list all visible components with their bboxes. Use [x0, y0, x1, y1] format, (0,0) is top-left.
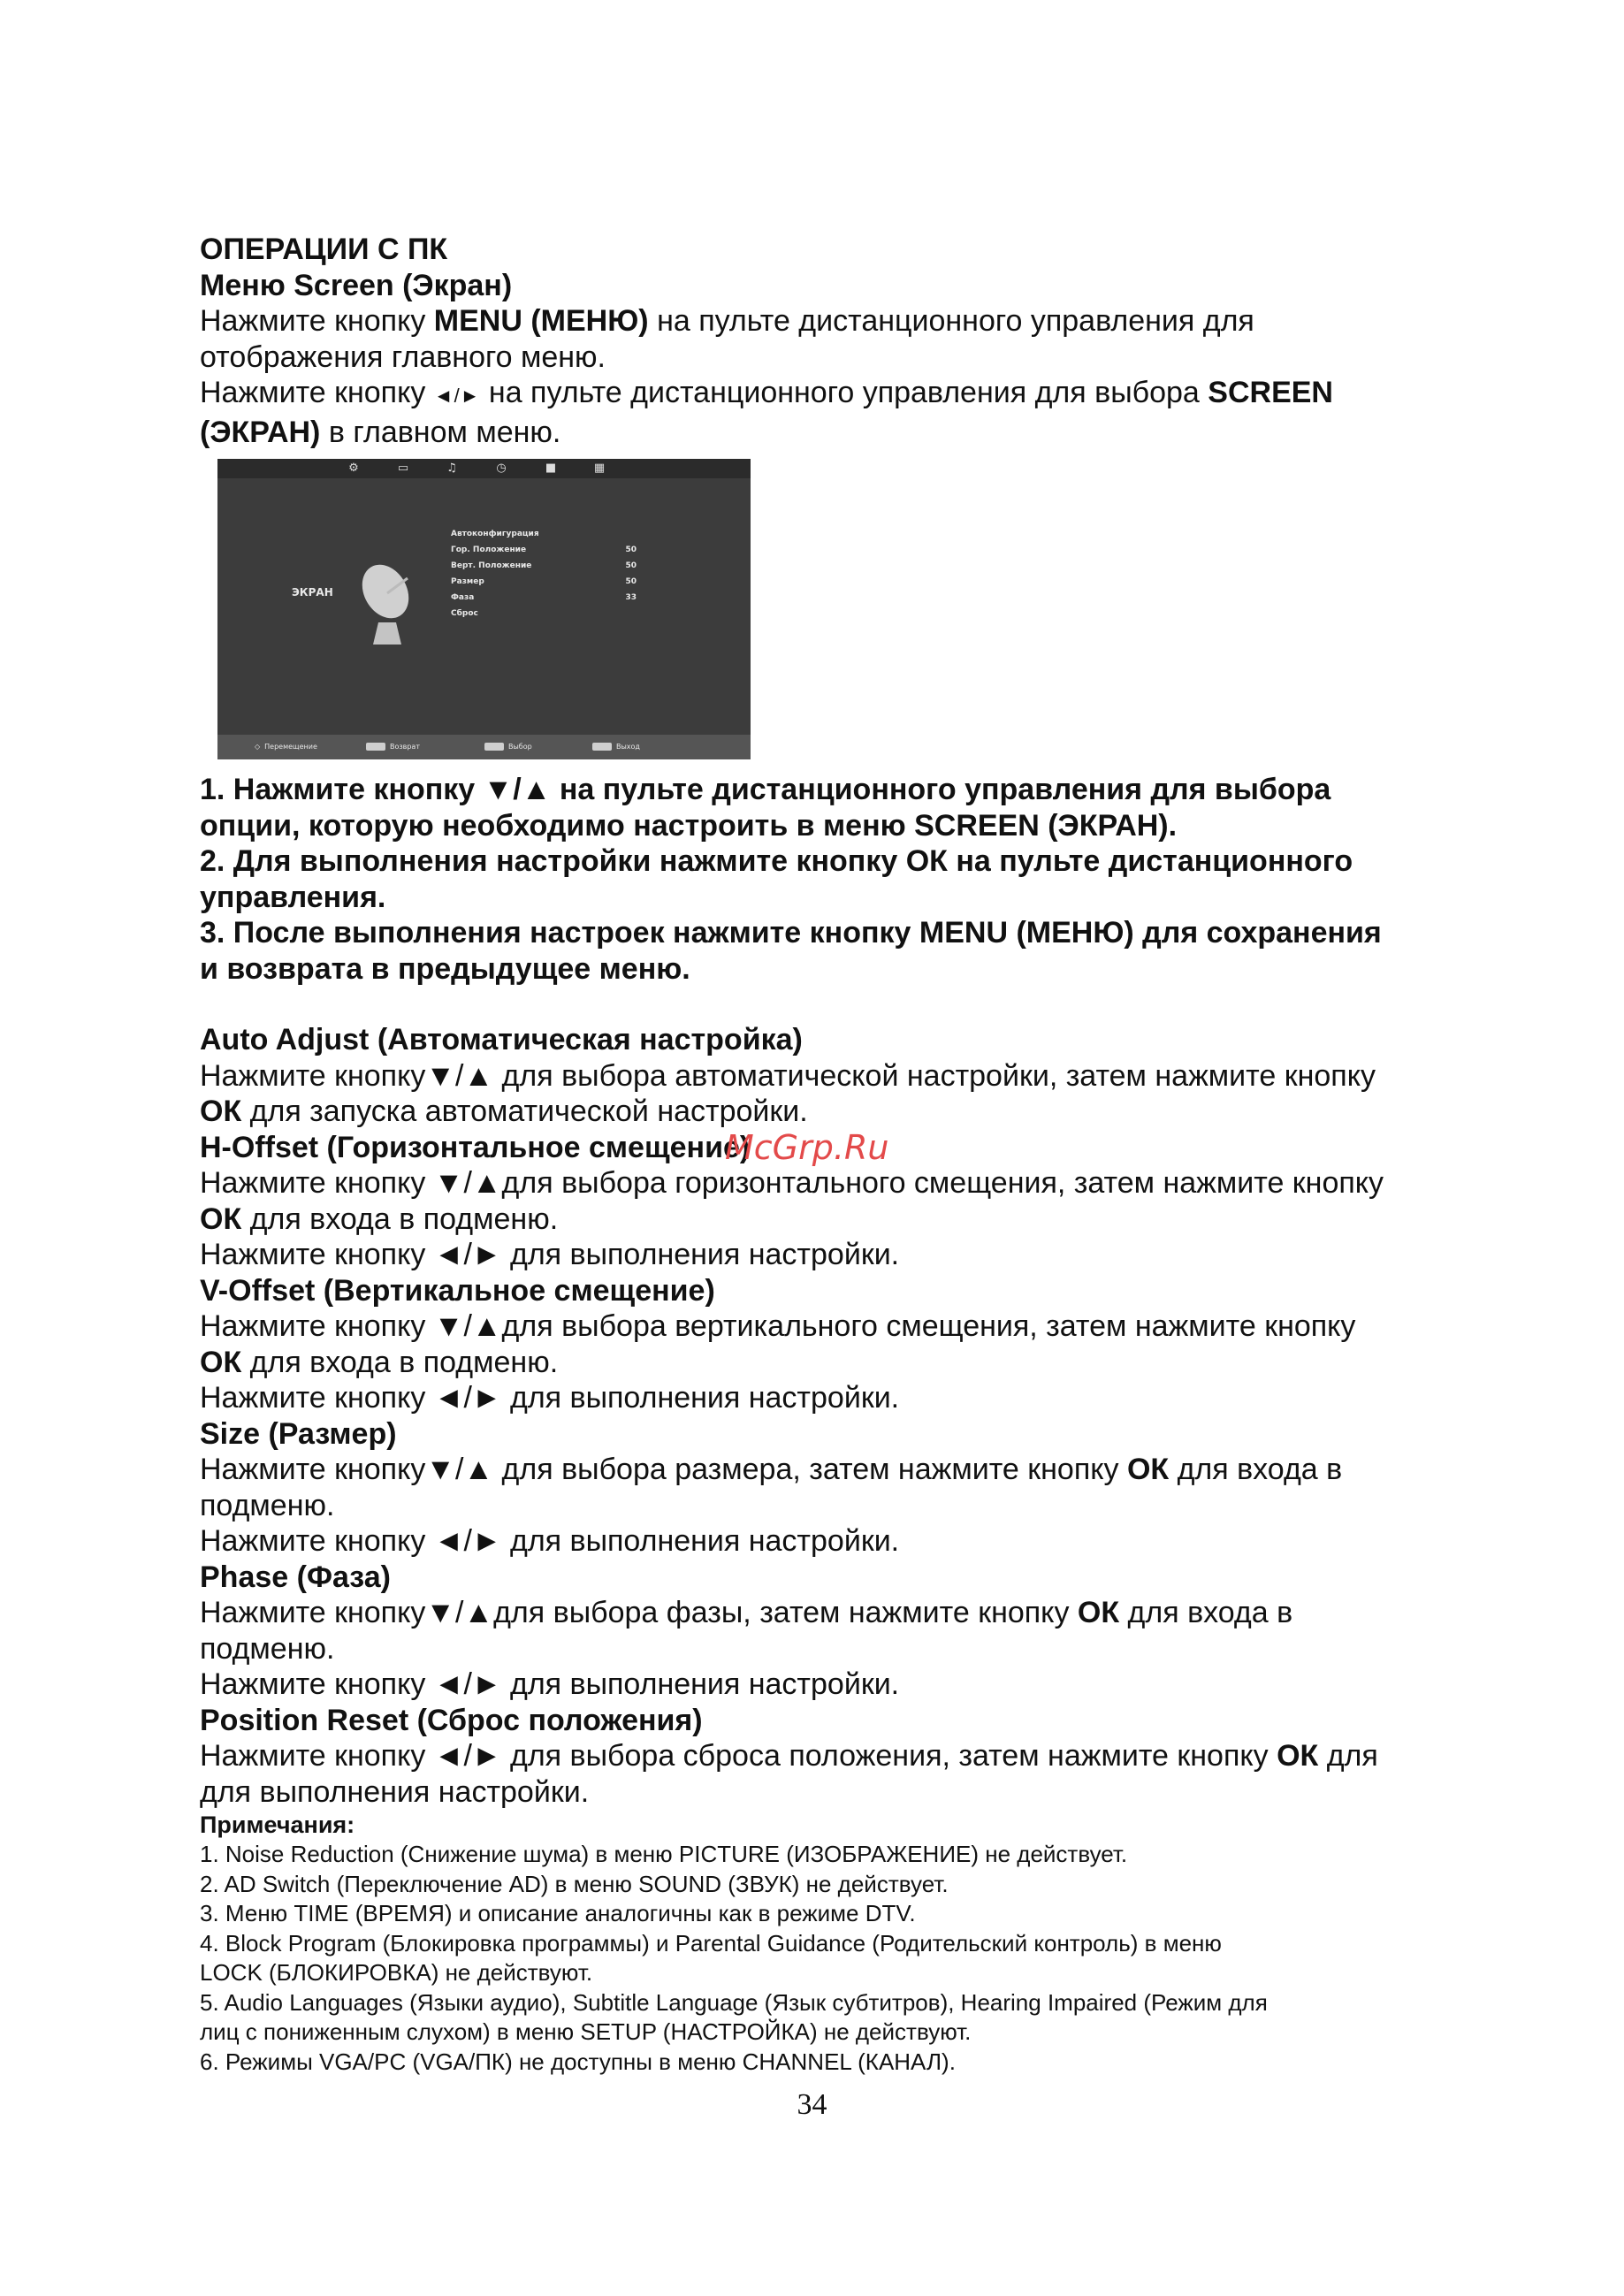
h-offset-line-1: Нажмите кнопку ▼/▲для выбора горизонтального смещения, затем нажмите кнопку — [200, 1166, 1384, 1200]
text: на пульте дистанционного управления для — [648, 304, 1254, 338]
text: в главном меню. — [320, 415, 561, 449]
step-2-line-1: 2. Для выполнения настройки нажмите кнопку ОК на пульте дистанционного — [200, 844, 1353, 878]
auto-adjust-line-2 — [200, 1094, 1455, 1130]
tv-screen-menu-image — [217, 459, 751, 759]
text: Нажмите кнопку▼/▲ для выбора размера, затем нажмите кнопку — [200, 1453, 1127, 1486]
note-5-line-1: 5. Audio Languages (Языки аудио), Subtitle Language (Язык субтитров), Hearing Impaired (Режим для — [200, 1988, 1268, 2016]
ok-key-icon — [484, 743, 504, 751]
item-value: 50 — [625, 561, 637, 570]
intro-line-1 — [200, 303, 1455, 339]
phase-line-2: подменю. — [200, 1631, 335, 1666]
v-offset-line-1: Нажмите кнопку ▼/▲для выбора вертикального смещения, затем нажмите кнопку — [200, 1309, 1356, 1343]
text: для входа в подменю. — [241, 1201, 559, 1236]
hint-select — [484, 743, 532, 751]
note-2: 2. AD Switch (Переключение AD) в меню SOUND (ЗВУК) не действует. — [200, 1870, 949, 1897]
note-3: 3. Меню TIME (ВРЕМЯ) и описание аналогичны как в режиме DTV. — [200, 1900, 916, 1926]
step-1-line-1: 1. Нажмите кнопку ▼/▲ на пульте дистанционного управления для выбора — [200, 773, 1331, 806]
gear-icon: ⚙ — [348, 461, 359, 475]
ok-label: ОК — [1277, 1739, 1319, 1773]
step-3-line-2: и возврата в предыдущее меню. — [200, 951, 690, 986]
intro-line-2: отображения главного меню. — [200, 339, 606, 374]
ok-label: ОК — [1077, 1596, 1120, 1629]
section-subheading: Меню Screen (Экран) — [200, 268, 513, 302]
position-reset-line-2: для выполнения настройки. — [200, 1774, 590, 1809]
tv-menu-item — [451, 574, 637, 590]
text: для входа в — [1119, 1596, 1293, 1629]
size-line-3: Нажмите кнопку ◄/► для выполнения настройки. — [200, 1524, 900, 1558]
hint-label: Перемещение — [264, 743, 317, 751]
page-number: 34 — [797, 2088, 827, 2121]
text: для запуска автоматической настройки. — [241, 1095, 808, 1128]
clock-icon: ◷ — [496, 461, 507, 475]
h-offset-line-2 — [200, 1201, 1455, 1238]
v-offset-title: V-Offset (Вертикальное смещение) — [200, 1273, 715, 1308]
hint-label: Выход — [616, 743, 640, 751]
text: Нажмите кнопку ◄/► для выбора сброса положения, затем нажмите кнопку — [200, 1739, 1277, 1773]
ok-label: ОК — [200, 1095, 242, 1128]
monitor-icon: ▭ — [397, 461, 409, 475]
lock-icon: ■ — [545, 461, 557, 475]
text: Нажмите кнопку — [200, 376, 434, 409]
h-offset-line-3: Нажмите кнопку ◄/► для выполнения настройки. — [200, 1238, 900, 1271]
phase-title: Phase (Фаза) — [200, 1560, 391, 1594]
position-reset-line-1 — [200, 1738, 1455, 1774]
hint-exit — [592, 743, 640, 751]
note-6: 6. Режимы VGA/PC (VGA/ПК) не доступны в меню CHANNEL (КАНАЛ). — [200, 2048, 956, 2075]
item-value: 33 — [625, 593, 637, 602]
text: на пульте дистанционного управления для выбора — [480, 376, 1208, 409]
auto-adjust-line-1: Нажмите кнопку▼/▲ для выбора автоматической настройки, затем нажмите кнопку — [200, 1058, 1376, 1093]
text: Нажмите кнопку▼/▲для выбора фазы, затем нажмите кнопку — [200, 1596, 1078, 1629]
tv-bottom-hint-bar — [217, 735, 751, 759]
note-4-line-1: 4. Block Program (Блокировка программы) и Parental Guidance (Родительский контроль) в меню — [200, 1929, 1222, 1957]
ok-label: ОК — [200, 1201, 242, 1236]
left-right-arrow-icon: ◄/► — [433, 385, 481, 407]
tv-menu-item — [451, 526, 637, 542]
item-name: Фаза — [451, 593, 475, 602]
tv-top-icon-bar — [217, 459, 751, 478]
item-value: 50 — [625, 577, 637, 586]
satellite-dish-icon — [359, 556, 421, 653]
text: для входа в подменю. — [241, 1345, 559, 1379]
music-note-icon: ♫ — [446, 461, 457, 475]
hint-label: Возврат — [390, 743, 420, 751]
hint-move — [255, 743, 317, 751]
item-name: Сброс — [451, 609, 478, 618]
step-2-line-2: управления. — [200, 880, 386, 914]
text: для входа в — [1169, 1453, 1343, 1486]
item-name: Гор. Положение — [451, 545, 527, 554]
item-name: Автоконфигурация — [451, 530, 539, 538]
note-4-line-2: LOCK (БЛОКИРОВКА) не действуют. — [200, 1959, 593, 1986]
auto-adjust-title: Auto Adjust (Автоматическая настройка) — [200, 1023, 803, 1056]
text: для — [1318, 1739, 1378, 1773]
step-1-line-2: опции, которую необходимо настроить в меню SCREEN (ЭКРАН). — [200, 808, 1178, 843]
step-3-line-1: 3. После выполнения настроек нажмите кнопку MENU (МЕНЮ) для сохранения — [200, 916, 1382, 950]
tv-menu-list — [451, 526, 637, 622]
note-5-line-2: лиц с пониженным слухом) в меню SETUP (НАСТРОЙКА) не действуют. — [200, 2018, 972, 2045]
notes-title: Примечания: — [200, 1812, 355, 1838]
tv-menu-label: ЭКРАН — [292, 586, 333, 599]
tv-menu-item — [451, 590, 637, 606]
phase-line-3: Нажмите кнопку ◄/► для выполнения настройки. — [200, 1667, 900, 1701]
navigate-arrows-icon: ◇ — [255, 743, 261, 751]
v-offset-line-3: Нажмите кнопку ◄/► для выполнения настройки. — [200, 1381, 900, 1415]
screen-label: SCREEN — [1208, 376, 1333, 409]
position-reset-title: Position Reset (Сброс положения) — [200, 1703, 703, 1737]
tv-menu-item — [451, 558, 637, 574]
size-title: Size (Размер) — [200, 1416, 397, 1451]
notes-block — [200, 1810, 1455, 2077]
grid-icon: ▦ — [593, 461, 606, 475]
ok-label: ОК — [1126, 1453, 1170, 1486]
item-name: Верт. Положение — [451, 561, 532, 570]
tv-menu-item — [451, 606, 637, 622]
intro-line-4 — [200, 415, 1455, 451]
size-line-1 — [200, 1452, 1455, 1488]
tv-menu-item — [451, 542, 637, 558]
ok-label: ОК — [200, 1345, 242, 1379]
exit-key-icon — [592, 743, 612, 751]
hint-label: Выбор — [508, 743, 532, 751]
menu-key-icon — [366, 743, 385, 751]
screen-ru-label: (ЭКРАН) — [200, 415, 321, 449]
item-value: 50 — [625, 545, 637, 554]
phase-line-1 — [200, 1595, 1455, 1631]
hint-back — [366, 743, 420, 751]
item-name: Размер — [451, 577, 484, 586]
v-offset-line-2 — [200, 1345, 1455, 1381]
note-1: 1. Noise Reduction (Снижение шума) в меню PICTURE (ИЗОБРАЖЕНИЕ) не действует. — [200, 1841, 1128, 1867]
h-offset-title: H-Offset (Горизонтальное смещение) — [200, 1130, 751, 1164]
watermark: McGrp.Ru — [725, 1128, 889, 1167]
page-heading: ОПЕРАЦИИ С ПК — [200, 233, 448, 266]
size-line-2: подменю. — [200, 1488, 335, 1522]
menu-key-label: MENU (МЕНЮ) — [433, 304, 649, 338]
text: Нажмите кнопку — [200, 304, 434, 338]
intro-line-3 — [200, 375, 1455, 415]
